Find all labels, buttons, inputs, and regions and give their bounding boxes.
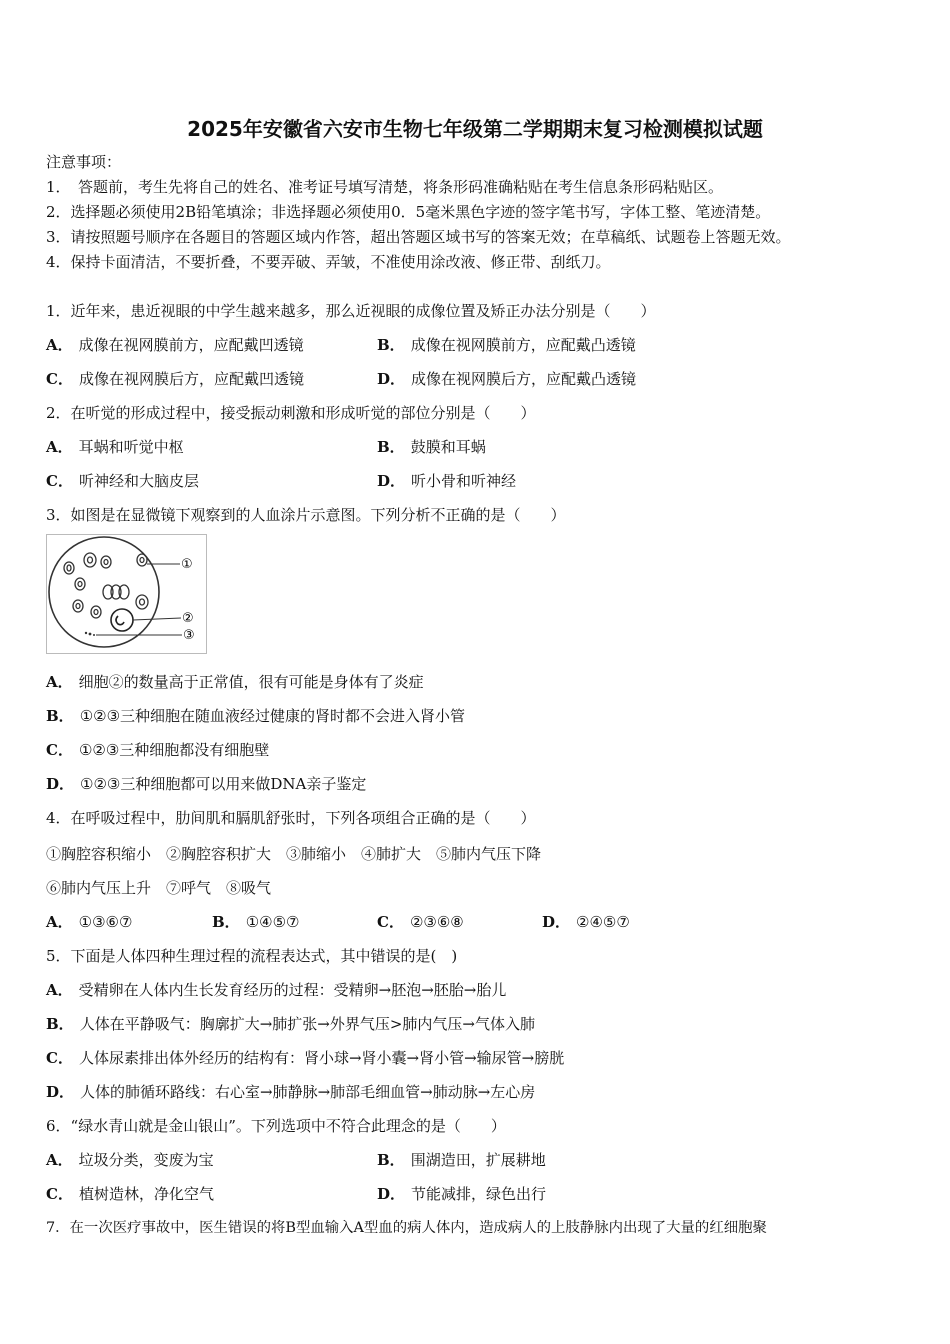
question-5-option-b	[46, 1014, 535, 1034]
question-3-option-c	[46, 740, 269, 760]
option-text: ①③⑥⑦	[78, 913, 133, 931]
question-6-option-a	[46, 1150, 214, 1170]
question-4-option-b	[212, 912, 299, 932]
notice-item-4: 4．保持卡面清洁，不要折叠，不要弄破、弄皱，不准使用涂改液、修正带、刮纸刀。	[46, 253, 611, 271]
option-text: ①②③三种细胞在随血液经过健康的肾时都不会进入肾小管	[79, 707, 466, 725]
question-6-option-c	[46, 1184, 214, 1204]
option-label: D．	[377, 1185, 406, 1203]
option-text: 听小骨和听神经	[411, 472, 517, 490]
notice-item-1: 1． 答题前，考生先将自己的姓名、准考证号填写清楚，将条形码准确粘贴在考生信息条形码粘贴区。	[46, 178, 724, 196]
question-1-option-d	[377, 369, 636, 389]
notice-heading: 注意事项：	[46, 153, 122, 171]
option-text: 鼓膜和耳蜗	[410, 438, 486, 456]
figure-label-1: ①	[181, 557, 193, 572]
option-text: 围湖造田，扩展耕地	[410, 1151, 546, 1169]
option-text: 人体尿素排出体外经历的结构有：肾小球→肾小囊→肾小管→输尿管→膀胱	[78, 1049, 565, 1067]
option-label: A．	[46, 981, 73, 999]
option-label: B．	[212, 913, 240, 931]
question-6-option-b	[377, 1150, 546, 1170]
question-4-stem: 4．在呼吸过程中，肋间肌和膈肌舒张时，下列各项组合正确的是（ ）	[46, 809, 536, 827]
option-label: B．	[46, 1015, 74, 1033]
option-label: A．	[46, 673, 73, 691]
option-label: D．	[542, 913, 571, 931]
option-text: 成像在视网膜前方，应配戴凹透镜	[78, 336, 304, 354]
option-label: B．	[46, 707, 74, 725]
option-label: C．	[377, 913, 404, 931]
question-2-stem: 2．在听觉的形成过程中，接受振动刺激和形成听觉的部位分别是（ ）	[46, 404, 536, 422]
question-2-option-c	[46, 471, 199, 491]
question-3-stem: 3．如图是在显微镜下观察到的人血涂片示意图。下列分析不正确的是（ ）	[46, 506, 566, 524]
question-3-option-d	[46, 774, 366, 794]
option-text: 节能减排，绿色出行	[411, 1185, 547, 1203]
question-1-stem: 1．近年来，患近视眼的中学生越来越多，那么近视眼的成像位置及矫正办法分别是（ ）	[46, 302, 656, 320]
figure-label-3: ③	[183, 628, 195, 643]
question-3-option-b	[46, 706, 465, 726]
option-label: C．	[46, 741, 73, 759]
option-text: 人体的肺循环路线：右心室→肺静脉→肺部毛细血管→肺动脉→左心房	[80, 1083, 536, 1101]
option-text: ①②③三种细胞都没有细胞壁	[78, 741, 270, 759]
option-text: 受精卵在人体内生长发育经历的过程：受精卵→胚泡→胚胎→胎儿	[78, 981, 507, 999]
blood-smear-figure	[46, 534, 208, 654]
question-4-option-c	[377, 912, 464, 932]
question-5-option-a	[46, 980, 506, 1000]
option-text: ①②③三种细胞都可以用来做DNA亲子鉴定	[80, 775, 367, 793]
question-4-option-a	[46, 912, 132, 932]
question-6-option-d	[377, 1184, 546, 1204]
option-text: 听神经和大脑皮层	[78, 472, 199, 490]
notice-item-2: 2．选择题必须使用2B铅笔填涂；非选择题必须使用0．5毫米黑色字迹的签字笔书写，字体工整、笔迹清楚。	[46, 203, 771, 221]
option-label: D．	[46, 775, 75, 793]
option-text: 成像在视网膜后方，应配戴凹透镜	[78, 370, 304, 388]
question-1-option-b	[377, 335, 636, 355]
option-text: ①④⑤⑦	[245, 913, 300, 931]
option-label: D．	[377, 370, 406, 388]
question-2-option-b	[377, 437, 486, 457]
question-5-option-c	[46, 1048, 564, 1068]
option-text: 成像在视网膜后方，应配戴凸透镜	[411, 370, 637, 388]
option-label: B．	[377, 438, 405, 456]
option-label: D．	[46, 1083, 75, 1101]
option-label: C．	[46, 370, 73, 388]
option-label: A．	[46, 336, 73, 354]
option-label: D．	[377, 472, 406, 490]
option-text: 植树造林，净化空气	[78, 1185, 214, 1203]
page-title: 2025年安徽省六安市生物七年级第二学期期末复习检测模拟试题	[187, 117, 763, 141]
question-1-option-c	[46, 369, 304, 389]
option-text: ②③⑥⑧	[409, 913, 464, 931]
option-label: B．	[377, 1151, 405, 1169]
question-4-items-line-2: ⑥肺内气压上升 ⑦呼气 ⑧吸气	[46, 879, 272, 897]
question-2-option-a	[46, 437, 184, 457]
option-label: A．	[46, 913, 73, 931]
figure-label-2: ②	[182, 611, 194, 626]
question-2-option-d	[377, 471, 516, 491]
notice-item-3: 3．请按照题号顺序在各题目的答题区域内作答，超出答题区域书写的答案无效；在草稿纸、试题卷上答题无效。	[46, 228, 791, 246]
question-4-items-line-1: ①胸腔容积缩小 ②胸腔容积扩大 ③肺缩小 ④肺扩大 ⑤肺内气压下降	[46, 845, 542, 863]
question-6-stem: 6．“绿水青山就是金山银山”。下列选项中不符合此理念的是（ ）	[46, 1117, 506, 1135]
option-text: 成像在视网膜前方，应配戴凸透镜	[410, 336, 636, 354]
question-5-stem: 5．下面是人体四种生理过程的流程表达式，其中错误的是( )	[46, 947, 458, 965]
question-4-option-d	[542, 912, 630, 932]
option-label: C．	[46, 1049, 73, 1067]
option-text: 人体在平静吸气：胸廓扩大→肺扩张→外界气压>肺内气压→气体入肺	[79, 1015, 535, 1033]
question-5-option-d	[46, 1082, 535, 1102]
option-label: C．	[46, 472, 73, 490]
option-label: A．	[46, 1151, 73, 1169]
question-7-stem: 7．在一次医疗事故中，医生错误的将B型血输入A型血的病人体内，造成病人的上肢静脉内出现了大量的红细胞聚	[46, 1220, 767, 1236]
option-text: 垃圾分类，变废为宝	[78, 1151, 214, 1169]
option-label: B．	[377, 336, 405, 354]
question-3-option-a	[46, 672, 424, 692]
option-text: ②④⑤⑦	[576, 913, 630, 931]
question-1-option-a	[46, 335, 304, 355]
option-text: 细胞②的数量高于正常值，很有可能是身体有了炎症	[78, 673, 424, 691]
option-label: A．	[46, 438, 73, 456]
option-text: 耳蜗和听觉中枢	[78, 438, 184, 456]
option-label: C．	[46, 1185, 73, 1203]
